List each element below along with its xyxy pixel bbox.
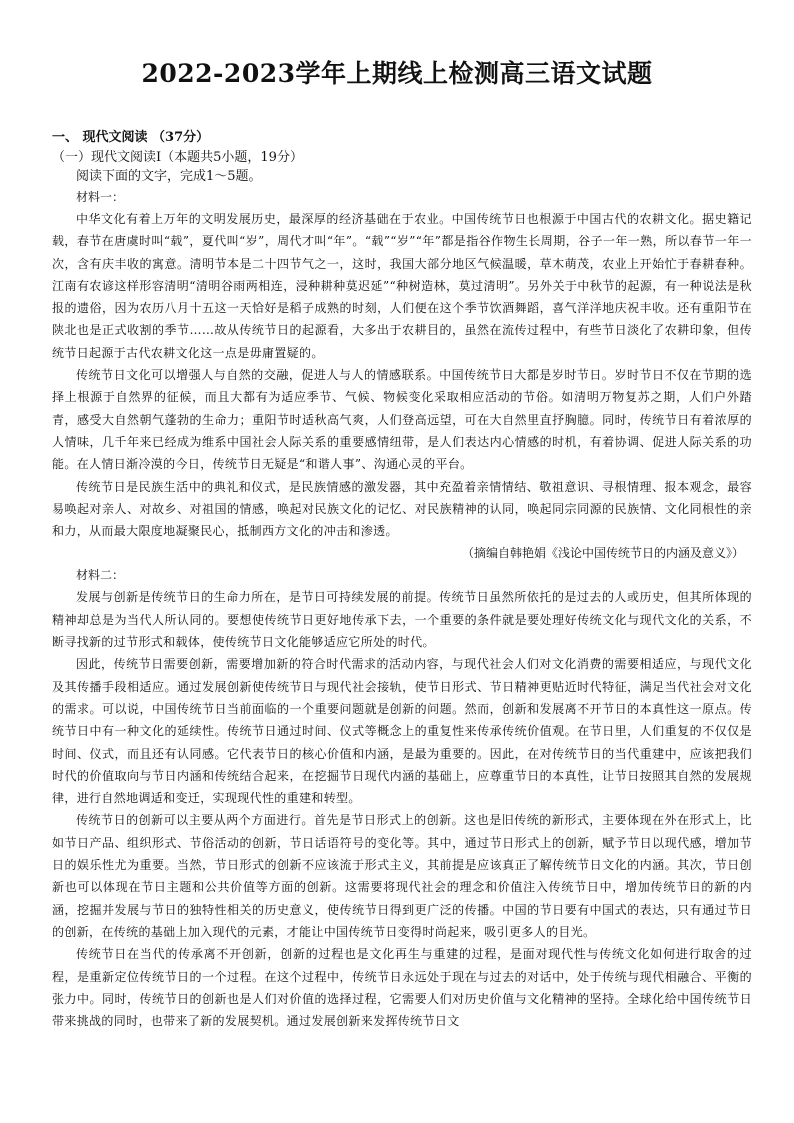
paragraph: 传统节日是民族生活中的典礼和仪式，是民族情感的激发器，其中充盈着亲情情结、敬祖意识、寻根情理、报本观念，最容易唤起对亲人、对故乡、对祖国的情感，唤起对民族文化的记忆、对民族精神的认同，唤起同宗同源的民族情、文化同根性的亲和力，从而最大限度地凝聚民心，抵制西方文化的冲击和渗透。 (52, 479, 752, 539)
material-label: 材料二： (76, 568, 125, 583)
paragraph: 传统节日的创新可以主要从两个方面进行。首先是节日形式上的创新。这也是旧传统的新形式，主要体现在外在形式上，比如节日产品、组织形式、节俗活动的创新，节日话语符号的变化等。其中，通过节日形式上的创新，赋予节日以现代感，增加节日的娱乐性尤为重要。当然，节日形式的创新不应该流于形式主义，其前提是应该真正了解传统节日文化的内涵。其次，节日创新也可以体现在节日主题和公共价值等方面的创新。这需要将现代社会的理念和价值注入传统节日中，增加传统节日的新的内涵，挖掘并发展与节日的独特性相关的历史意义，使传统节日得到更广泛的传播。中国的节日要有中国式的表达，只有通过节日的创新，在传统的基础上加入现代的元素，才能让中国传统节日变得时尚起来，吸引更多人的目光。 (52, 813, 752, 939)
material-label: 材料一： (76, 190, 125, 204)
paragraph: 发展与创新是传统节日的生命力所在，是节日可持续发展的前提。传统节日虽然所依托的是过去的人或历史，但其所体现的精神却总是为当代人所认同的。要想使传统节日更好地传承下去，一个重要的条件就是要处理好传统文化与现代文化的关系，不断寻找新的过节形式和载体，使传统节日文化能够适应它所处的时代。 (52, 590, 752, 650)
paragraph: 因此，传统节日需要创新，需要增加新的符合时代需求的活动内容，与现代社会人们对文化消费的需要相适应，与现代文化及其传播手段相适应。通过发展创新使传统节日与现代社会接轨，使节日形式、节日精神更贴近时代特征，满足当代社会对文化的需求。可以说，中国传统节日当前面临的一个重要问题就是创新的问题。然而，创新和发展离不开节日的本真性这一原点。传统节日中有一种文化的延续性。传统节日通过时间、仪式等概念上的重复性来传承传统价值观。在节日里，人们重复的不仅仅是时间、仪式，而且还有认同感。它代表节日的核心价值和内涵，是最为重要的。因此，在对传统节日的当代重建中，应该把我们时代的价值取向与节日内涵和传统结合起来，在挖掘节日现代内涵的基础上，应尊重节日的本真性，让节日按照其自然的发展规律，进行自然地调适和变迁，实现现代性的重建和转型。 (52, 657, 752, 806)
paragraph: 传统节日文化可以增强人与自然的交融，促进人与人的情感联系。中国传统节日大都是岁时节日。岁时节日不仅在节期的选择上根源于自然界的征候，而且大都有为适应季节、气候、物候变化采取相应活动的节俗。如清明万物复苏之期，人们户外踏青，感受大自然朝气蓬勃的生命力；重阳节时适秋高气爽，人们登高远望，可在大自然里直抒胸臆。同时，传统节日有着浓厚的人情味，几千年来已经成为维系中国社会人际关系的重要感情纽带，是人们表达内心情感的时机，有着协调、促进人际关系的功能。在人情日渐冷漠的今日，传统节日无疑是“和谐人事”、沟通心灵的平台。 (52, 368, 752, 472)
page-title: 2022-2023学年上期线上检测高三语文试题 (141, 59, 653, 88)
reading-instruction: 阅读下面的文字，完成1～5题。 (76, 169, 262, 184)
source-citation: （摘编自韩艳娟《浅论中国传统节日的内涵及意义》） (461, 546, 744, 561)
exam-content (52, 128, 752, 1032)
paragraph: 传统节日在当代的传承离不开创新，创新的过程也是文化再生与重建的过程，是面对现代性与传统文化如何进行取舍的过程，是重新定位传统节日的一个过程。在这个过程中，传统节日永远处于现在与过去的对话中，处于传统与现代相融合、平衡的张力中。同时，传统节日的创新也是人们对价值的选择过程，它需要人们对历史价值与文化精神的坚持。全球化给中国传统节日带来挑战的同时，也带来了新的发展契机。通过发展创新来发挥传统节日文 (52, 947, 752, 1029)
subsection-heading: （一）现代文阅读Ⅰ（本题共5小题，19分） (52, 150, 303, 165)
section-heading: 一、 现代文阅读 （37分） (52, 130, 210, 145)
paragraph: 中华文化有着上万年的文明发展历史，最深厚的经济基础在于农业。中国传统节日也根源于中国古代的农耕文化。据史籍记载，春节在唐虞时叫“载”，夏代叫“岁”，周代才叫“年”。“载”“岁”“年”都是指谷作物生长周期，谷子一年一熟，所以春节一年一次，含有庆丰收的寓意。清明节本是二十四节气之一，这时，我国大部分地区气候温暖，草木萌茂，农业上开始忙于春耕春种。江南有农谚这样形容清明“清明谷雨两相连，浸种耕种莫迟延”“种树造林，莫过清明”。另外关于中秋节的起源，有一种说法是秋报的遗俗，因为农历八月十五这一天恰好是稻子成熟的时刻，人们便在这个季节饮酒舞蹈，喜气洋洋地庆祝丰收。还有重阳节在陕北也是正式收割的季节……故从传统节日的起源看，大多出于农耕目的，虽然在流传过程中，有些节日淡化了农耕印象，但传统节日起源于古代农耕文化这一点是毋庸置疑的。 (52, 212, 752, 360)
